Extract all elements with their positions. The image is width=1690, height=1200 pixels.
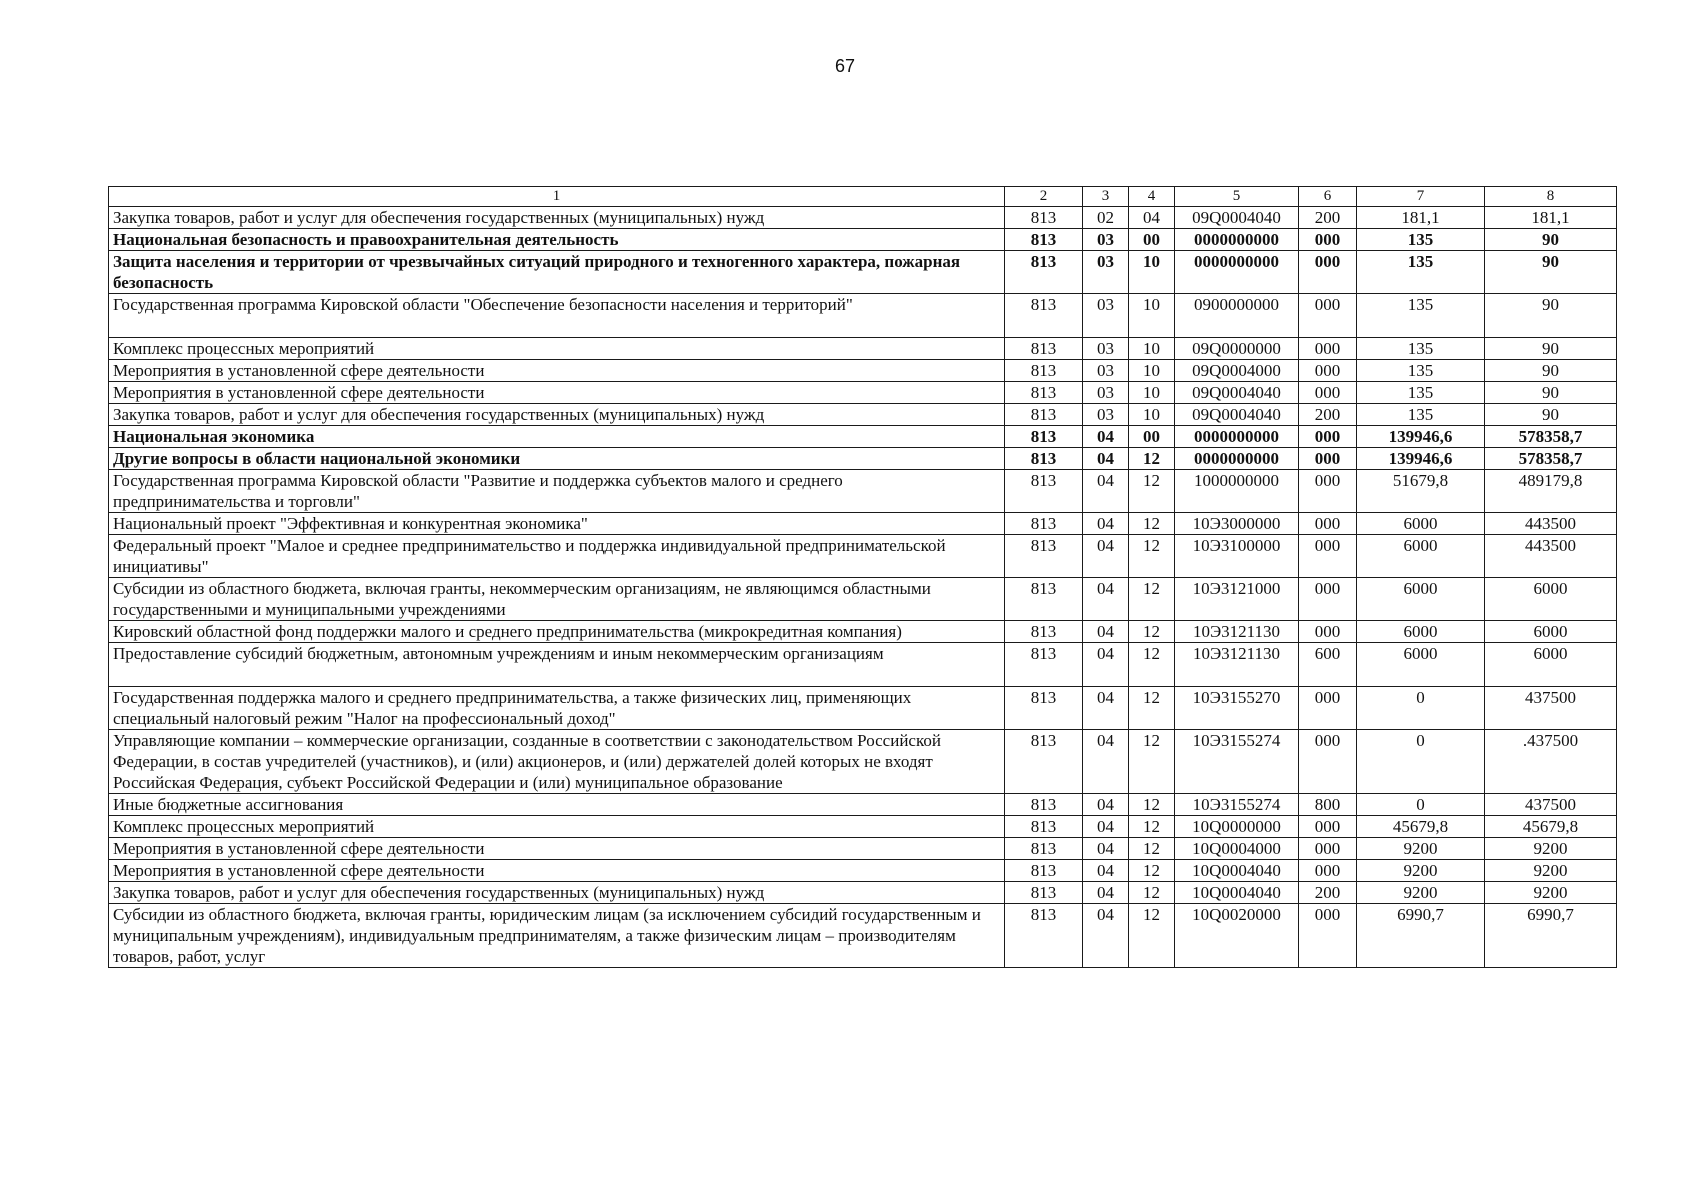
row-value-cell: 813 bbox=[1005, 294, 1083, 338]
table-row bbox=[109, 513, 1617, 535]
row-name-cell: Национальная безопасность и правоохранительная деятельность bbox=[109, 229, 1005, 251]
row-value-cell: 04 bbox=[1083, 687, 1129, 730]
row-value-cell: 09Q0004040 bbox=[1175, 382, 1299, 404]
row-value-cell: 0 bbox=[1357, 687, 1485, 730]
row-value-cell: 600 bbox=[1299, 643, 1357, 687]
row-value-cell: 10Q0004040 bbox=[1175, 882, 1299, 904]
row-value-cell: 135 bbox=[1357, 338, 1485, 360]
row-value-cell: 0000000000 bbox=[1175, 448, 1299, 470]
row-value-cell: 03 bbox=[1083, 360, 1129, 382]
row-value-cell: 000 bbox=[1299, 229, 1357, 251]
row-name-cell: Мероприятия в установленной сфере деятельности bbox=[109, 838, 1005, 860]
row-value-cell: 813 bbox=[1005, 470, 1083, 513]
row-value-cell: 000 bbox=[1299, 360, 1357, 382]
row-value-cell: 813 bbox=[1005, 816, 1083, 838]
row-value-cell: 000 bbox=[1299, 448, 1357, 470]
row-value-cell: 813 bbox=[1005, 229, 1083, 251]
row-value-cell: 12 bbox=[1129, 513, 1175, 535]
row-value-cell: 04 bbox=[1083, 426, 1129, 448]
row-value-cell: 6000 bbox=[1357, 578, 1485, 621]
row-value-cell: 813 bbox=[1005, 882, 1083, 904]
row-value-cell: 04 bbox=[1083, 578, 1129, 621]
row-name-cell: Управляющие компании – коммерческие организации, созданные в соответствии с законодательством Российской Федерации, в состав учредителей (участников), и (или) акционеров, и (или) держателей долей которых не входят Российская Федерация, субъект Российской Федерации и (или) муниципальное образование bbox=[109, 730, 1005, 794]
row-value-cell: 813 bbox=[1005, 448, 1083, 470]
row-value-cell: 12 bbox=[1129, 621, 1175, 643]
column-header: 6 bbox=[1299, 187, 1357, 207]
row-value-cell: 813 bbox=[1005, 687, 1083, 730]
row-value-cell: 03 bbox=[1083, 382, 1129, 404]
row-value-cell: 12 bbox=[1129, 535, 1175, 578]
row-value-cell: 9200 bbox=[1357, 838, 1485, 860]
row-value-cell: 04 bbox=[1083, 794, 1129, 816]
row-value-cell: 813 bbox=[1005, 535, 1083, 578]
row-value-cell: 10Q0020000 bbox=[1175, 904, 1299, 968]
row-name-cell: Иные бюджетные ассигнования bbox=[109, 794, 1005, 816]
row-value-cell: 0 bbox=[1357, 730, 1485, 794]
table-row bbox=[109, 816, 1617, 838]
row-value-cell: 000 bbox=[1299, 838, 1357, 860]
table-row bbox=[109, 643, 1617, 687]
row-value-cell: 04 bbox=[1129, 207, 1175, 229]
budget-table bbox=[108, 186, 1617, 968]
row-value-cell: 10Э3155274 bbox=[1175, 730, 1299, 794]
row-value-cell: 9200 bbox=[1485, 838, 1617, 860]
table-row bbox=[109, 426, 1617, 448]
row-value-cell: 000 bbox=[1299, 904, 1357, 968]
row-value-cell: 10Э3155274 bbox=[1175, 794, 1299, 816]
table-row bbox=[109, 251, 1617, 294]
row-value-cell: 135 bbox=[1357, 229, 1485, 251]
row-value-cell: 800 bbox=[1299, 794, 1357, 816]
row-value-cell: 813 bbox=[1005, 338, 1083, 360]
row-name-cell: Федеральный проект "Малое и среднее предпринимательство и поддержка индивидуальной предпринимательской инициативы" bbox=[109, 535, 1005, 578]
row-value-cell: 0 bbox=[1357, 794, 1485, 816]
row-name-cell: Защита населения и территории от чрезвычайных ситуаций природного и техногенного характера, пожарная безопасность bbox=[109, 251, 1005, 294]
row-value-cell: 04 bbox=[1083, 816, 1129, 838]
row-value-cell: 813 bbox=[1005, 578, 1083, 621]
row-name-cell: Государственная программа Кировской области "Обеспечение безопасности населения и территорий" bbox=[109, 294, 1005, 338]
row-value-cell: 9200 bbox=[1357, 860, 1485, 882]
row-value-cell: 489179,8 bbox=[1485, 470, 1617, 513]
table-row bbox=[109, 229, 1617, 251]
row-value-cell: 03 bbox=[1083, 229, 1129, 251]
row-value-cell: 02 bbox=[1083, 207, 1129, 229]
row-value-cell: 200 bbox=[1299, 207, 1357, 229]
row-value-cell: 813 bbox=[1005, 404, 1083, 426]
row-value-cell: 04 bbox=[1083, 470, 1129, 513]
row-value-cell: 181,1 bbox=[1357, 207, 1485, 229]
row-value-cell: 6990,7 bbox=[1485, 904, 1617, 968]
row-value-cell: 200 bbox=[1299, 882, 1357, 904]
table-body bbox=[109, 207, 1617, 968]
row-value-cell: 0000000000 bbox=[1175, 229, 1299, 251]
row-value-cell: 813 bbox=[1005, 860, 1083, 882]
row-value-cell: 04 bbox=[1083, 513, 1129, 535]
row-value-cell: 000 bbox=[1299, 687, 1357, 730]
table-row bbox=[109, 621, 1617, 643]
row-value-cell: 000 bbox=[1299, 470, 1357, 513]
row-value-cell: 04 bbox=[1083, 904, 1129, 968]
row-name-cell: Комплекс процессных мероприятий bbox=[109, 816, 1005, 838]
row-name-cell: Мероприятия в установленной сфере деятельности bbox=[109, 382, 1005, 404]
column-header: 5 bbox=[1175, 187, 1299, 207]
row-name-cell: Национальный проект "Эффективная и конкурентная экономика" bbox=[109, 513, 1005, 535]
row-name-cell: Закупка товаров, работ и услуг для обеспечения государственных (муниципальных) нужд bbox=[109, 207, 1005, 229]
row-name-cell: Государственная программа Кировской области "Развитие и поддержка субъектов малого и среднего предпринимательства и торговли" bbox=[109, 470, 1005, 513]
table-row bbox=[109, 382, 1617, 404]
row-value-cell: 90 bbox=[1485, 294, 1617, 338]
row-value-cell: 000 bbox=[1299, 426, 1357, 448]
row-value-cell: 45679,8 bbox=[1485, 816, 1617, 838]
column-header: 1 bbox=[109, 187, 1005, 207]
row-value-cell: 12 bbox=[1129, 882, 1175, 904]
row-value-cell: 000 bbox=[1299, 535, 1357, 578]
row-value-cell: 03 bbox=[1083, 404, 1129, 426]
column-header: 8 bbox=[1485, 187, 1617, 207]
row-value-cell: 90 bbox=[1485, 229, 1617, 251]
row-value-cell: 03 bbox=[1083, 294, 1129, 338]
row-value-cell: 813 bbox=[1005, 643, 1083, 687]
row-value-cell: 000 bbox=[1299, 621, 1357, 643]
table-row bbox=[109, 687, 1617, 730]
row-value-cell: 03 bbox=[1083, 338, 1129, 360]
row-value-cell: 813 bbox=[1005, 621, 1083, 643]
row-value-cell: 6000 bbox=[1357, 643, 1485, 687]
row-value-cell: 04 bbox=[1083, 882, 1129, 904]
row-value-cell: .437500 bbox=[1485, 730, 1617, 794]
row-value-cell: 10 bbox=[1129, 404, 1175, 426]
row-value-cell: 09Q0000000 bbox=[1175, 338, 1299, 360]
table-row bbox=[109, 904, 1617, 968]
table-row bbox=[109, 882, 1617, 904]
row-value-cell: 04 bbox=[1083, 643, 1129, 687]
row-value-cell: 10Q0004040 bbox=[1175, 860, 1299, 882]
row-value-cell: 813 bbox=[1005, 730, 1083, 794]
row-value-cell: 03 bbox=[1083, 251, 1129, 294]
row-value-cell: 10Q0004000 bbox=[1175, 838, 1299, 860]
row-value-cell: 90 bbox=[1485, 338, 1617, 360]
table-row bbox=[109, 860, 1617, 882]
row-value-cell: 12 bbox=[1129, 904, 1175, 968]
row-value-cell: 04 bbox=[1083, 860, 1129, 882]
table-row bbox=[109, 207, 1617, 229]
row-value-cell: 139946,6 bbox=[1357, 448, 1485, 470]
row-value-cell: 000 bbox=[1299, 730, 1357, 794]
row-value-cell: 0000000000 bbox=[1175, 426, 1299, 448]
row-value-cell: 09Q0004040 bbox=[1175, 404, 1299, 426]
row-value-cell: 45679,8 bbox=[1357, 816, 1485, 838]
row-value-cell: 000 bbox=[1299, 338, 1357, 360]
row-value-cell: 578358,7 bbox=[1485, 448, 1617, 470]
row-value-cell: 12 bbox=[1129, 448, 1175, 470]
column-header: 3 bbox=[1083, 187, 1129, 207]
row-value-cell: 437500 bbox=[1485, 794, 1617, 816]
row-value-cell: 813 bbox=[1005, 426, 1083, 448]
table-row bbox=[109, 470, 1617, 513]
row-value-cell: 0000000000 bbox=[1175, 251, 1299, 294]
row-value-cell: 10Э3155270 bbox=[1175, 687, 1299, 730]
row-value-cell: 10Э3000000 bbox=[1175, 513, 1299, 535]
row-value-cell: 181,1 bbox=[1485, 207, 1617, 229]
row-value-cell: 813 bbox=[1005, 382, 1083, 404]
row-value-cell: 00 bbox=[1129, 426, 1175, 448]
row-name-cell: Субсидии из областного бюджета, включая гранты, некоммерческим организациям, не являющимся областными государственными и муниципальными учреждениями bbox=[109, 578, 1005, 621]
row-value-cell: 12 bbox=[1129, 578, 1175, 621]
row-value-cell: 10 bbox=[1129, 338, 1175, 360]
row-value-cell: 12 bbox=[1129, 860, 1175, 882]
row-value-cell: 90 bbox=[1485, 404, 1617, 426]
table-row bbox=[109, 794, 1617, 816]
row-value-cell: 04 bbox=[1083, 621, 1129, 643]
row-value-cell: 813 bbox=[1005, 794, 1083, 816]
row-name-cell: Закупка товаров, работ и услуг для обеспечения государственных (муниципальных) нужд bbox=[109, 404, 1005, 426]
table-row bbox=[109, 338, 1617, 360]
row-value-cell: 90 bbox=[1485, 382, 1617, 404]
row-name-cell: Мероприятия в установленной сфере деятельности bbox=[109, 360, 1005, 382]
row-value-cell: 10 bbox=[1129, 382, 1175, 404]
row-value-cell: 10 bbox=[1129, 294, 1175, 338]
row-value-cell: 813 bbox=[1005, 360, 1083, 382]
row-value-cell: 437500 bbox=[1485, 687, 1617, 730]
row-name-cell: Предоставление субсидий бюджетным, автономным учреждениям и иным некоммерческим организациям bbox=[109, 643, 1005, 687]
row-value-cell: 04 bbox=[1083, 448, 1129, 470]
row-value-cell: 6990,7 bbox=[1357, 904, 1485, 968]
row-value-cell: 00 bbox=[1129, 229, 1175, 251]
row-value-cell: 9200 bbox=[1485, 882, 1617, 904]
row-value-cell: 90 bbox=[1485, 360, 1617, 382]
row-value-cell: 04 bbox=[1083, 730, 1129, 794]
table-header-row bbox=[109, 187, 1617, 207]
column-header: 2 bbox=[1005, 187, 1083, 207]
row-value-cell: 12 bbox=[1129, 794, 1175, 816]
table-row bbox=[109, 294, 1617, 338]
row-value-cell: 6000 bbox=[1357, 535, 1485, 578]
row-value-cell: 135 bbox=[1357, 404, 1485, 426]
row-name-cell: Государственная поддержка малого и среднего предпринимательства, а также физических лиц, применяющих специальный налоговый режим "Налог на профессиональный доход" bbox=[109, 687, 1005, 730]
row-value-cell: 443500 bbox=[1485, 535, 1617, 578]
row-value-cell: 135 bbox=[1357, 382, 1485, 404]
row-name-cell: Другие вопросы в области национальной экономики bbox=[109, 448, 1005, 470]
row-value-cell: 200 bbox=[1299, 404, 1357, 426]
row-value-cell: 9200 bbox=[1485, 860, 1617, 882]
row-value-cell: 12 bbox=[1129, 730, 1175, 794]
row-value-cell: 09Q0004000 bbox=[1175, 360, 1299, 382]
column-header: 4 bbox=[1129, 187, 1175, 207]
table-row bbox=[109, 578, 1617, 621]
column-header: 7 bbox=[1357, 187, 1485, 207]
table-row bbox=[109, 730, 1617, 794]
row-value-cell: 135 bbox=[1357, 294, 1485, 338]
row-value-cell: 10Э3121130 bbox=[1175, 643, 1299, 687]
row-value-cell: 6000 bbox=[1485, 643, 1617, 687]
row-value-cell: 6000 bbox=[1485, 621, 1617, 643]
row-value-cell: 10 bbox=[1129, 251, 1175, 294]
table-row bbox=[109, 535, 1617, 578]
row-name-cell: Комплекс процессных мероприятий bbox=[109, 338, 1005, 360]
row-value-cell: 813 bbox=[1005, 838, 1083, 860]
table-row bbox=[109, 360, 1617, 382]
row-value-cell: 04 bbox=[1083, 838, 1129, 860]
row-value-cell: 000 bbox=[1299, 513, 1357, 535]
row-value-cell: 813 bbox=[1005, 513, 1083, 535]
row-name-cell: Кировский областной фонд поддержки малого и среднего предпринимательства (микрокредитная компания) bbox=[109, 621, 1005, 643]
row-value-cell: 6000 bbox=[1357, 621, 1485, 643]
row-value-cell: 813 bbox=[1005, 904, 1083, 968]
row-value-cell: 578358,7 bbox=[1485, 426, 1617, 448]
row-value-cell: 09Q0004040 bbox=[1175, 207, 1299, 229]
row-value-cell: 000 bbox=[1299, 294, 1357, 338]
row-value-cell: 135 bbox=[1357, 251, 1485, 294]
row-value-cell: 813 bbox=[1005, 251, 1083, 294]
row-value-cell: 1000000000 bbox=[1175, 470, 1299, 513]
row-value-cell: 12 bbox=[1129, 687, 1175, 730]
row-value-cell: 10Э3121000 bbox=[1175, 578, 1299, 621]
row-value-cell: 10Э3121130 bbox=[1175, 621, 1299, 643]
row-value-cell: 000 bbox=[1299, 860, 1357, 882]
table-row bbox=[109, 838, 1617, 860]
row-value-cell: 12 bbox=[1129, 838, 1175, 860]
row-value-cell: 813 bbox=[1005, 207, 1083, 229]
row-value-cell: 135 bbox=[1357, 360, 1485, 382]
row-value-cell: 12 bbox=[1129, 816, 1175, 838]
row-value-cell: 000 bbox=[1299, 816, 1357, 838]
row-value-cell: 10 bbox=[1129, 360, 1175, 382]
row-value-cell: 443500 bbox=[1485, 513, 1617, 535]
table-row bbox=[109, 448, 1617, 470]
row-value-cell: 10Э3100000 bbox=[1175, 535, 1299, 578]
row-value-cell: 51679,8 bbox=[1357, 470, 1485, 513]
row-name-cell: Субсидии из областного бюджета, включая гранты, юридическим лицам (за исключением субсидий государственным и муниципальным учреждениям), индивидуальным предпринимателям, а также физическим лицам – производителям товаров, работ, услуг bbox=[109, 904, 1005, 968]
table-row bbox=[109, 404, 1617, 426]
row-value-cell: 000 bbox=[1299, 251, 1357, 294]
row-value-cell: 10Q0000000 bbox=[1175, 816, 1299, 838]
row-name-cell: Мероприятия в установленной сфере деятельности bbox=[109, 860, 1005, 882]
row-value-cell: 90 bbox=[1485, 251, 1617, 294]
page-number: 67 bbox=[834, 56, 856, 76]
row-value-cell: 6000 bbox=[1485, 578, 1617, 621]
row-value-cell: 12 bbox=[1129, 643, 1175, 687]
row-value-cell: 6000 bbox=[1357, 513, 1485, 535]
row-name-cell: Закупка товаров, работ и услуг для обеспечения государственных (муниципальных) нужд bbox=[109, 882, 1005, 904]
row-value-cell: 12 bbox=[1129, 470, 1175, 513]
row-value-cell: 000 bbox=[1299, 382, 1357, 404]
row-value-cell: 04 bbox=[1083, 535, 1129, 578]
row-value-cell: 0900000000 bbox=[1175, 294, 1299, 338]
row-value-cell: 9200 bbox=[1357, 882, 1485, 904]
row-value-cell: 139946,6 bbox=[1357, 426, 1485, 448]
row-value-cell: 000 bbox=[1299, 578, 1357, 621]
row-name-cell: Национальная экономика bbox=[109, 426, 1005, 448]
